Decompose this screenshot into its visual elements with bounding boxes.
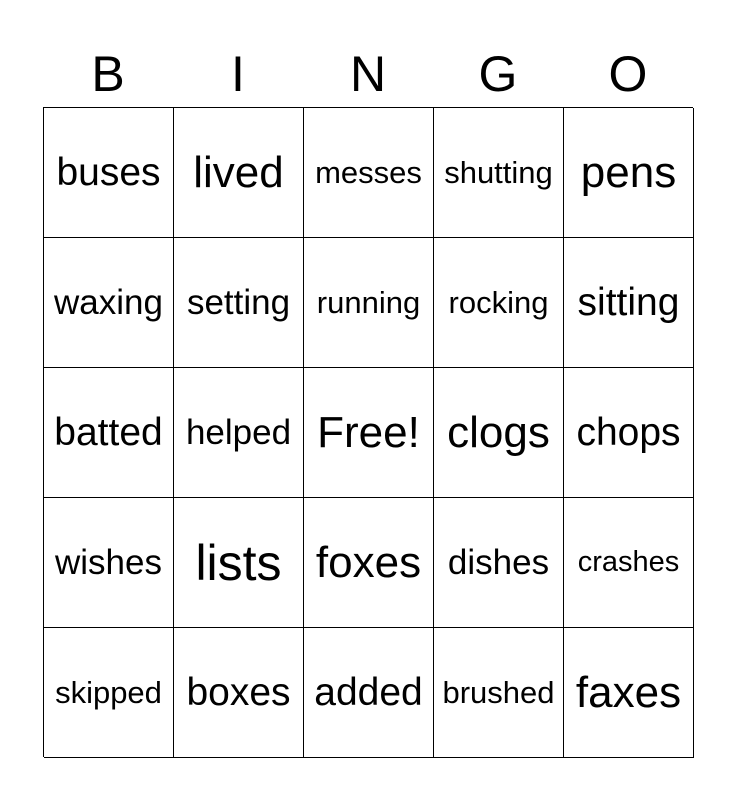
bingo-cell: dishes — [434, 498, 564, 628]
bingo-cell: foxes — [304, 498, 434, 628]
free-space: Free! — [304, 368, 434, 498]
bingo-cell: sitting — [564, 238, 694, 368]
bingo-cell: helped — [174, 368, 304, 498]
bingo-grid — [43, 107, 693, 757]
bingo-cell: faxes — [564, 628, 694, 758]
header-letter-n: N — [349, 46, 387, 102]
header-letter-o: O — [608, 46, 648, 102]
bingo-cell: crashes — [564, 498, 694, 628]
bingo-cell: rocking — [434, 238, 564, 368]
bingo-cell: brushed — [434, 628, 564, 758]
bingo-cell: lists — [174, 498, 304, 628]
bingo-cell: setting — [174, 238, 304, 368]
header-letter-g: G — [478, 46, 518, 102]
bingo-cell: running — [304, 238, 434, 368]
bingo-cell: wishes — [44, 498, 174, 628]
bingo-cell: waxing — [44, 238, 174, 368]
header-letter-b: B — [91, 46, 125, 102]
bingo-cell: batted — [44, 368, 174, 498]
bingo-header — [43, 40, 693, 108]
bingo-cell: messes — [304, 108, 434, 238]
bingo-cell: clogs — [434, 368, 564, 498]
header-letter-i: I — [231, 46, 245, 102]
bingo-cell: lived — [174, 108, 304, 238]
bingo-cell: buses — [44, 108, 174, 238]
bingo-cell: added — [304, 628, 434, 758]
bingo-cell: boxes — [174, 628, 304, 758]
bingo-cell: chops — [564, 368, 694, 498]
bingo-cell: skipped — [44, 628, 174, 758]
bingo-cell: shutting — [434, 108, 564, 238]
bingo-cell: pens — [564, 108, 694, 238]
